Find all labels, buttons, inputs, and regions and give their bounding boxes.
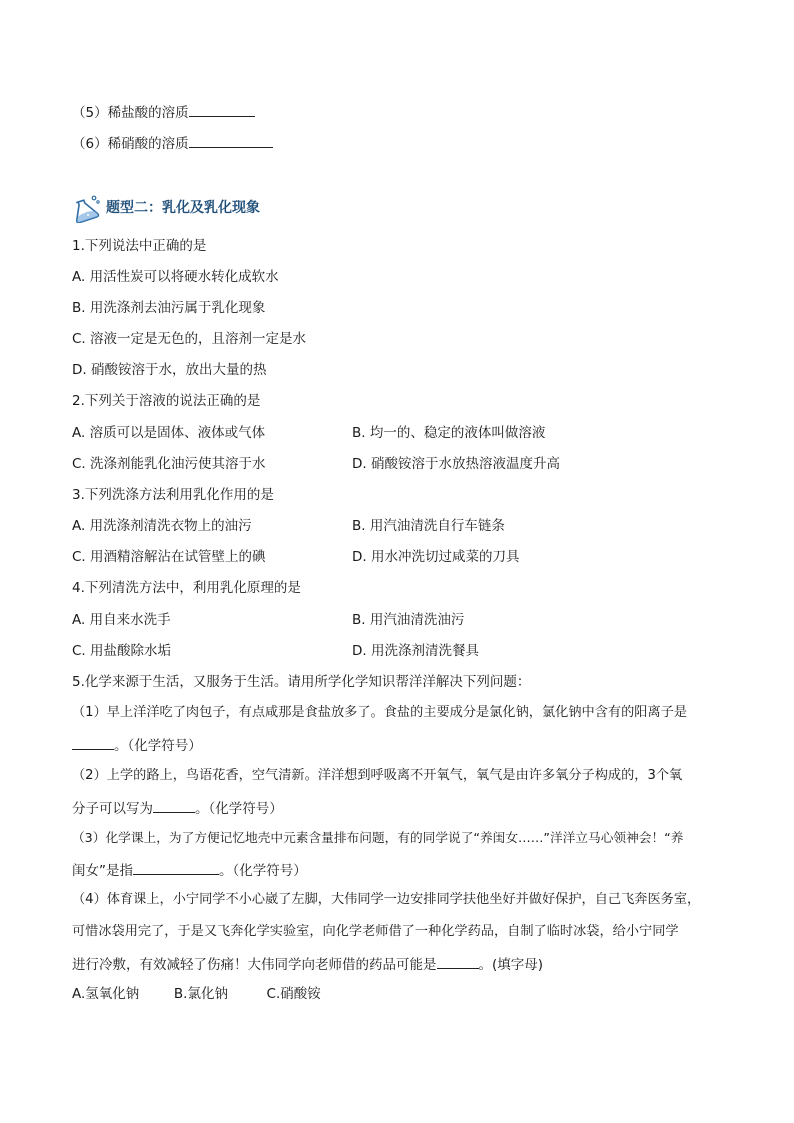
q3-option-b: B. 用汽油清洗自行车链条 [352, 518, 505, 534]
top-q5: （5）稀盐酸的溶质 [72, 101, 255, 123]
q5-option-a: A.氢氧化钠 [72, 986, 140, 1002]
q4-option-b: B. 用汽油清洗油污 [352, 612, 465, 628]
q5-stem: 5.化学来源于生活，又服务于生活。请用所学化学知识帮洋洋解决下列问题： [72, 674, 531, 690]
section-title: 题型二：乳化及乳化现象 [106, 200, 260, 216]
q1-option-a: A. 用活性炭可以将硬水转化成软水 [72, 269, 279, 285]
flask-icon [70, 193, 102, 223]
q5-option-c: C.硝酸铵 [266, 986, 321, 1002]
q5-part3-line2: 闺女”是指 。（化学符号） [72, 859, 307, 881]
q1-option-b: B. 用洗涤剂去油污属于乳化现象 [72, 300, 266, 316]
q4-stem: 4.下列清洗方法中，利用乳化原理的是 [72, 580, 301, 596]
q4-option-c: C. 用盐酸除水垢 [72, 643, 172, 659]
q2-option-a: A. 溶质可以是固体、液体或气体 [72, 425, 266, 441]
q3-option-c: C. 用酒精溶解沾在试管壁上的碘 [72, 549, 266, 565]
q4-option-a: A. 用自来水洗手 [72, 612, 171, 628]
q5-part2-line1: （2）上学的路上，鸟语花香，空气清新。洋洋想到呼吸离不开氧气，氧气是由许多氧分子构成的，3个氧 [72, 768, 683, 783]
q5-part1-line2: 。（化学符号） [72, 734, 202, 756]
answer-blank [133, 859, 219, 875]
q5-part4-line2: 可惜冰袋用完了，于是又飞奔化学实验室，向化学老师借了一种化学药品，自制了临时冰袋，给小宁同学 [72, 924, 679, 939]
q5-part2-line2: 分子可以写为 。（化学符号） [72, 797, 283, 819]
q2-option-c: C. 洗涤剂能乳化油污使其溶于水 [72, 456, 266, 472]
answer-blank [153, 797, 195, 813]
q3-option-d: D. 用水冲洗切过咸菜的刀具 [352, 549, 520, 565]
q5-part4-line1: （4）体育课上，小宁同学不小心崴了左脚，大伟同学一边安排同学扶他坐好并做好保护，自己飞奔医务室， [72, 892, 701, 907]
q1-option-c: C. 溶液一定是无色的，且溶剂一定是水 [72, 331, 307, 347]
q5-part3-line1: （3）化学课上，为了方便记忆地壳中元素含量排布问题，有的同学说了“养闺女……”洋洋立马心领神会！“养 [72, 830, 684, 845]
q4-option-d: D. 用洗涤剂清洗餐具 [352, 643, 479, 659]
answer-blank [189, 101, 255, 117]
q1-stem: 1.下列说法中正确的是 [72, 238, 207, 254]
q1-option-d: D. 硝酸铵溶于水，放出大量的热 [72, 362, 267, 378]
q2-option-d: D. 硝酸铵溶于水放热溶液温度升高 [352, 456, 560, 472]
q5-part1-line1: （1）早上洋洋吃了肉包子，有点咸那是食盐放多了。食盐的主要成分是氯化钠，氯化钠中含有的阳离子是 [72, 705, 688, 720]
answer-blank [437, 953, 479, 969]
q2-option-b: B. 均一的、稳定的液体叫做溶液 [352, 425, 546, 441]
q3-stem: 3.下列洗涤方法利用乳化作用的是 [72, 487, 274, 503]
q5-option-b: B.氯化钠 [173, 986, 228, 1002]
q2-stem: 2.下列关于溶液的说法正确的是 [72, 393, 261, 409]
top-q6: （6）稀硝酸的溶质 [72, 132, 273, 154]
q5-options [72, 984, 321, 1004]
answer-blank [189, 132, 273, 148]
q3-option-a: A. 用洗涤剂清洗衣物上的油污 [72, 518, 252, 534]
answer-blank [72, 734, 114, 750]
q5-part4-line3: 进行冷敷，有效减轻了伤痛！大伟同学向老师借的药品可能是 。(填字母) [72, 953, 543, 975]
